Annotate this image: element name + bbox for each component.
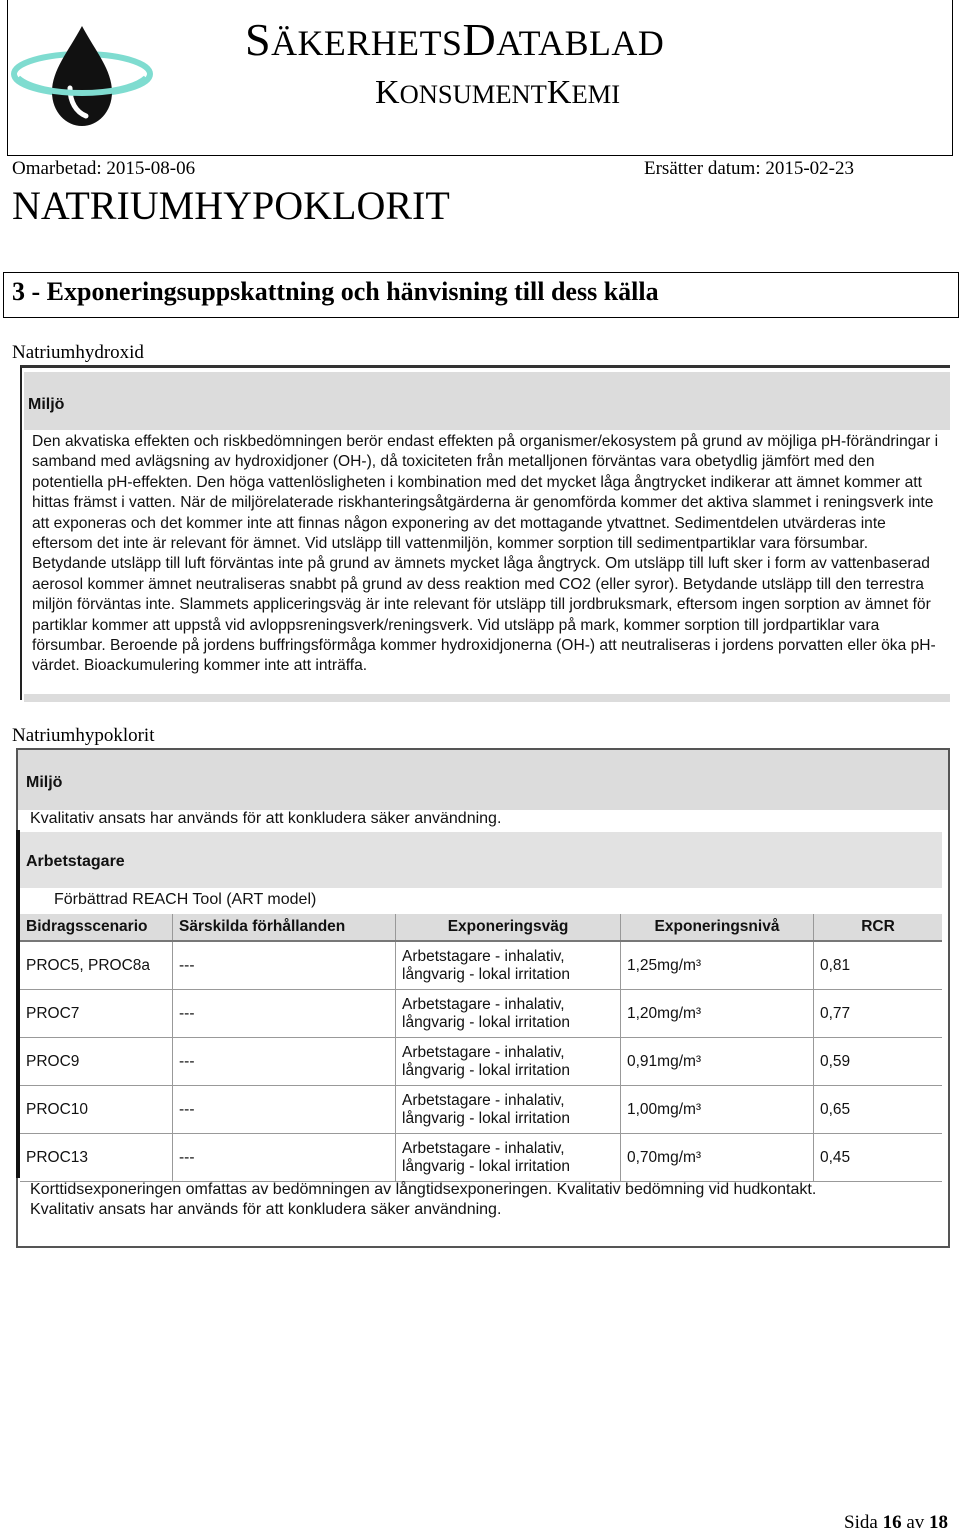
- tool-name: Förbättrad REACH Tool (ART model): [54, 891, 317, 908]
- footer-page-number: 16: [882, 1512, 902, 1533]
- natriumhypoklorit-panel: [16, 748, 950, 1248]
- column-header-route: Exponeringsväg: [396, 914, 621, 941]
- cell-conditions: ---: [173, 1038, 396, 1086]
- cell-scenario: PROC7: [20, 990, 173, 1038]
- exposure-table: [20, 914, 942, 1182]
- replaces-date: Ersätter datum: 2015-02-23: [644, 158, 855, 179]
- page-footer: [844, 1511, 948, 1535]
- environment-note: Kvalitativ ansats har används för att konkludera säker användning.: [30, 810, 502, 827]
- cell-rcr: 0,77: [814, 990, 943, 1038]
- cell-scenario: PROC9: [20, 1038, 173, 1086]
- natriumhydroxid-environment-panel: [20, 365, 950, 700]
- table-header-row: [20, 914, 942, 941]
- workers-header-bar: [20, 832, 942, 888]
- cell-conditions: ---: [173, 1134, 396, 1182]
- environment-text: Den akvatiska effekten och riskbedömningen berör endast effekten på organismer/ekosystem på grund av möjliga pH-förändringar i samband med avlägsning av hydroxidjoner (OH-), då toxiciteten från metalljonen förväntas vara obetydlig jämfört med den potentiella pH-effekten. Den höga vattenlösligheten i kombination med det mycket låga ångtrycket indikerar att ämnet kommer att hittas främst i vatten. När de miljörelaterade riskhanteringsåtgärderna är genomförda kommer det aktiva slammet i reningsverk inte att exponeras och det kommer inte att finnas någon exponering av det mottagande ytvattnet. Sedimentdelen utvärderas inte eftersom det inte är relevant för ämnet. Vid utsläpp till vattenmiljön, kommer sorption till sedimentpartiklar vara försumbar. Betydande utsläpp till luft förväntas inte på grund av ämnets mycket låga ångtryck. Om utsläpp till luft sker i form av vattenbaserad aerosol kommer ämnet neutraliseras snabbt på grund av dess reaktion med CO2 (eller syror). Betydande utsläpp till den terrestra miljön förväntas inte. Slammets appliceringsväg är inte relevant för utsläpp till jordbruksmark, eftersom ingen sorption av ämnet för partiklar kommer att uppstå vid avloppsreningsverk/reningsverk. Vid utsläpp på mark, kommer sorption till jordpartiklar vara försumbar. Beroende på jordens buffringsförmåga kommer hydroxidjonerna (OH-) att neutraliseras i jordens porvatten eller öka pH-värdet. Bioackumulering kommer inte att inträffa.: [32, 433, 939, 675]
- assessment-note: [30, 1180, 816, 1220]
- section-title: 3 - Exponeringsuppskattning och hänvisning till dess källa: [12, 277, 659, 306]
- revised-date: Omarbetad: 2015-08-06: [12, 158, 196, 179]
- column-header-level: Exponeringsnivå: [621, 914, 814, 941]
- table-row: [20, 1086, 942, 1134]
- environment-heading: Miljö: [26, 774, 63, 791]
- document-subtitle: KONSUMENTKEMI: [375, 74, 621, 111]
- cell-route: Arbetstagare - inhalativ, långvarig - lokal irritation: [396, 941, 621, 990]
- cell-route: Arbetstagare - inhalativ, långvarig - lokal irritation: [396, 1086, 621, 1134]
- table-row: [20, 941, 942, 990]
- cell-route: Arbetstagare - inhalativ, långvarig - lokal irritation: [396, 1134, 621, 1182]
- footer-middle: av: [906, 1512, 925, 1533]
- assessment-note-line-2: Kvalitativ ansats har används för att konkludera säker användning.: [30, 1201, 502, 1218]
- panel-header: [24, 372, 950, 430]
- cell-route: Arbetstagare - inhalativ, långvarig - lokal irritation: [396, 1038, 621, 1086]
- footer-prefix: Sida: [844, 1512, 878, 1533]
- substance-label-natriumhypoklorit: Natriumhypoklorit: [12, 725, 155, 746]
- workers-heading: Arbetstagare: [26, 853, 125, 870]
- document-title: SÄKERHETSDATABLAD: [245, 14, 665, 65]
- assessment-note-line-1: Korttidsexponeringen omfattas av bedömningen av långtidsexponeringen. Kvalitativ bedömning vid hudkontakt.: [30, 1181, 817, 1198]
- cell-rcr: 0,81: [814, 941, 943, 990]
- product-name: NATRIUMHYPOKLORIT: [12, 183, 450, 228]
- cell-level: 0,70mg/m³: [621, 1134, 814, 1182]
- panel-footer-bar: [24, 694, 950, 702]
- cell-level: 1,20mg/m³: [621, 990, 814, 1038]
- footer-total-pages: 18: [929, 1512, 948, 1533]
- cell-scenario: PROC13: [20, 1134, 173, 1182]
- cell-level: 1,25mg/m³: [621, 941, 814, 990]
- droplet-logo-icon: [10, 22, 155, 134]
- environment-heading: Miljö: [28, 396, 65, 413]
- cell-level: 0,91mg/m³: [621, 1038, 814, 1086]
- substance-label-natriumhydroxid: Natriumhydroxid: [12, 342, 144, 363]
- table-row: [20, 990, 942, 1038]
- column-header-scenario: Bidragsscenario: [20, 914, 173, 941]
- cell-level: 1,00mg/m³: [621, 1086, 814, 1134]
- cell-conditions: ---: [173, 1086, 396, 1134]
- cell-conditions: ---: [173, 941, 396, 990]
- cell-rcr: 0,45: [814, 1134, 943, 1182]
- column-header-conditions: Särskilda förhållanden: [173, 914, 396, 941]
- cell-rcr: 0,65: [814, 1086, 943, 1134]
- cell-route: Arbetstagare - inhalativ, långvarig - lokal irritation: [396, 990, 621, 1038]
- cell-scenario: PROC5, PROC8a: [20, 941, 173, 990]
- cell-rcr: 0,59: [814, 1038, 943, 1086]
- column-header-rcr: RCR: [814, 914, 943, 941]
- cell-scenario: PROC10: [20, 1086, 173, 1134]
- table-row: [20, 1038, 942, 1086]
- table-row: [20, 1134, 942, 1182]
- environment-header-bar: [18, 750, 948, 810]
- cell-conditions: ---: [173, 990, 396, 1038]
